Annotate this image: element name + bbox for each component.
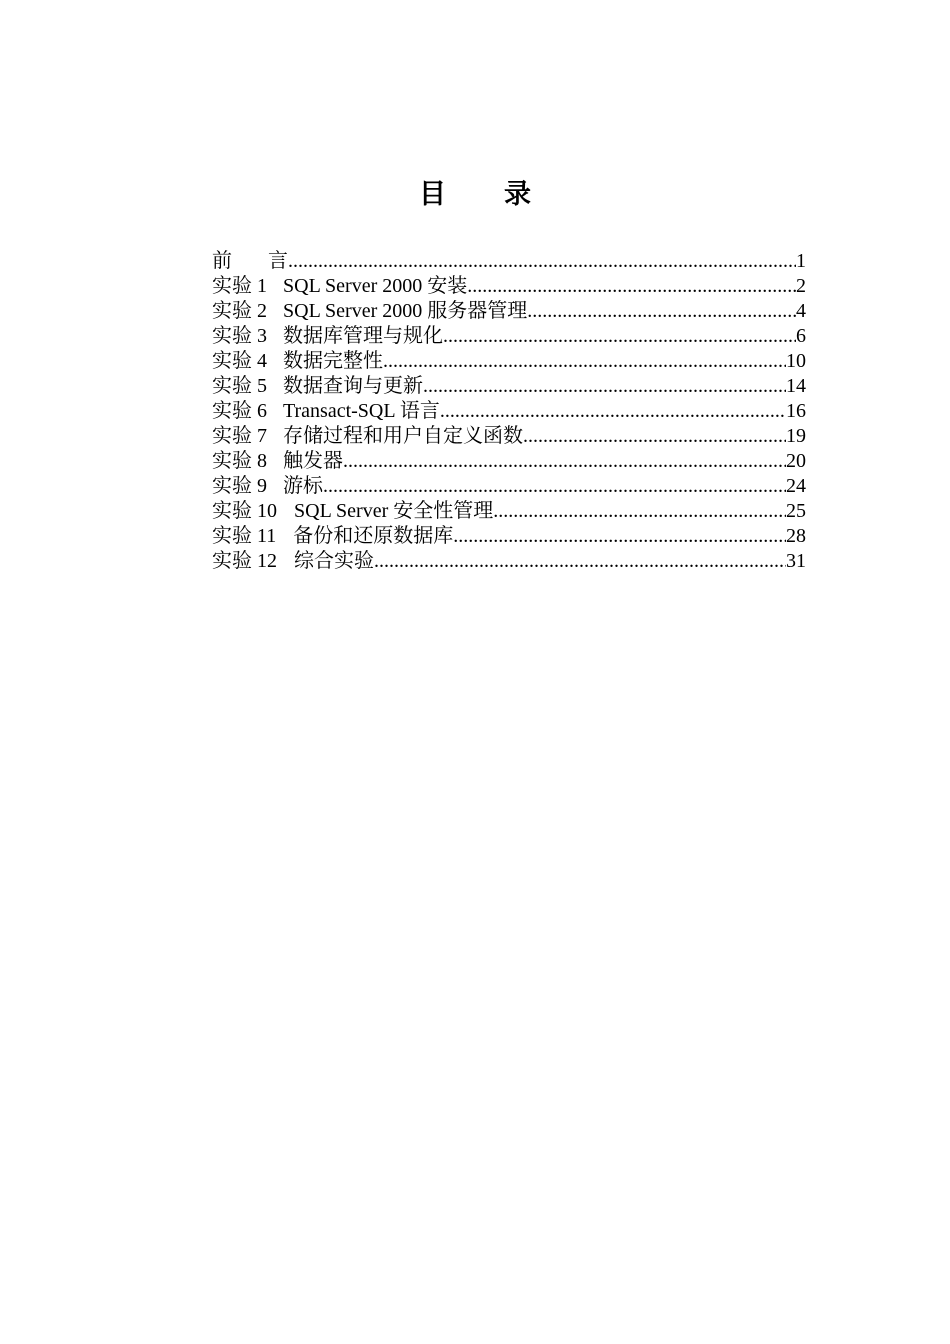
toc-entry-number: 实验 2 — [212, 300, 267, 322]
toc-entry-8[interactable] — [212, 449, 806, 474]
toc-foreword-char-1: 前 — [212, 250, 232, 272]
toc-list — [212, 249, 806, 574]
toc-entry-3[interactable] — [212, 324, 806, 349]
toc-entry-title: 备份和还原数据库 — [293, 525, 454, 547]
toc-entry-number: 实验 7 — [212, 425, 267, 447]
toc-entry-4[interactable] — [212, 349, 806, 374]
toc-entry-6[interactable] — [212, 399, 806, 424]
toc-entry-foreword[interactable] — [212, 249, 806, 274]
toc-page-number: 10 — [786, 350, 806, 372]
toc-entry-10[interactable] — [212, 499, 806, 524]
toc-title — [0, 176, 950, 212]
toc-dot-leader — [453, 524, 786, 549]
toc-foreword-heading — [212, 249, 288, 274]
toc-entry-number: 实验 10 — [212, 500, 277, 522]
toc-title-char-1: 目 — [419, 179, 446, 209]
toc-page-number: 25 — [786, 500, 806, 522]
toc-dot-leader — [527, 299, 796, 324]
toc-page-number: 2 — [796, 275, 806, 297]
toc-entry-title: 综合实验 — [294, 550, 374, 572]
toc-page-number: 24 — [786, 475, 806, 497]
toc-entry-label — [212, 374, 423, 399]
toc-entry-title: SQL Server 2000 服务器管理 — [283, 300, 528, 322]
toc-entry-label — [212, 549, 374, 574]
toc-entry-number: 实验 11 — [212, 525, 277, 547]
toc-dot-leader — [288, 249, 796, 274]
toc-entry-number: 实验 6 — [212, 400, 267, 422]
toc-entry-7[interactable] — [212, 424, 806, 449]
toc-entry-title: 数据查询与更新 — [283, 375, 423, 397]
toc-entry-12[interactable] — [212, 549, 806, 574]
toc-entry-1[interactable] — [212, 274, 806, 299]
toc-entry-label — [212, 324, 443, 349]
toc-entry-title: Transact-SQL 语言 — [283, 400, 440, 422]
toc-entry-label — [212, 299, 527, 324]
toc-entry-label — [212, 349, 383, 374]
toc-page-number: 6 — [796, 325, 806, 347]
toc-entry-2[interactable] — [212, 299, 806, 324]
toc-page-number: 20 — [786, 450, 806, 472]
toc-dot-leader — [493, 499, 786, 524]
toc-dot-leader — [523, 424, 786, 449]
toc-entry-title: 存储过程和用户自定义函数 — [283, 425, 523, 447]
toc-entry-label — [212, 499, 493, 524]
toc-entry-number: 实验 3 — [212, 325, 267, 347]
toc-entry-label — [212, 249, 288, 274]
toc-entry-title: 数据库管理与规化 — [283, 325, 443, 347]
toc-entry-label — [212, 474, 323, 499]
toc-dot-leader — [440, 399, 786, 424]
toc-page-number: 28 — [786, 525, 806, 547]
toc-page-number: 31 — [786, 550, 806, 572]
toc-dot-leader — [467, 274, 796, 299]
toc-title-char-2: 录 — [504, 179, 531, 209]
toc-dot-leader — [374, 549, 786, 574]
toc-page-number: 1 — [796, 250, 806, 272]
toc-dot-leader — [323, 474, 786, 499]
toc-page-number: 4 — [796, 300, 806, 322]
toc-entry-label — [212, 524, 453, 549]
toc-entry-label — [212, 274, 467, 299]
toc-entry-title: 触发器 — [283, 450, 343, 472]
toc-entry-number: 实验 8 — [212, 450, 267, 472]
toc-entry-number: 实验 5 — [212, 375, 267, 397]
toc-entry-label — [212, 399, 440, 424]
toc-dot-leader — [383, 349, 786, 374]
toc-foreword-char-2: 言 — [268, 250, 288, 272]
toc-entry-title: 数据完整性 — [283, 350, 383, 372]
toc-entry-label — [212, 424, 523, 449]
toc-entry-title: SQL Server 2000 安装 — [283, 275, 468, 297]
toc-entry-number: 实验 4 — [212, 350, 267, 372]
toc-dot-leader — [343, 449, 786, 474]
toc-dot-leader — [443, 324, 796, 349]
toc-entry-number: 实验 9 — [212, 475, 267, 497]
toc-entry-title: SQL Server 安全性管理 — [294, 500, 494, 522]
toc-entry-11[interactable] — [212, 524, 806, 549]
toc-entry-number: 实验 12 — [212, 550, 277, 572]
toc-entry-5[interactable] — [212, 374, 806, 399]
toc-page-number: 19 — [786, 425, 806, 447]
toc-entry-title: 游标 — [283, 475, 323, 497]
toc-dot-leader — [423, 374, 786, 399]
toc-entry-9[interactable] — [212, 474, 806, 499]
toc-page-number: 14 — [786, 375, 806, 397]
toc-page-number: 16 — [786, 400, 806, 422]
toc-entry-number: 实验 1 — [212, 275, 267, 297]
toc-entry-label — [212, 449, 343, 474]
